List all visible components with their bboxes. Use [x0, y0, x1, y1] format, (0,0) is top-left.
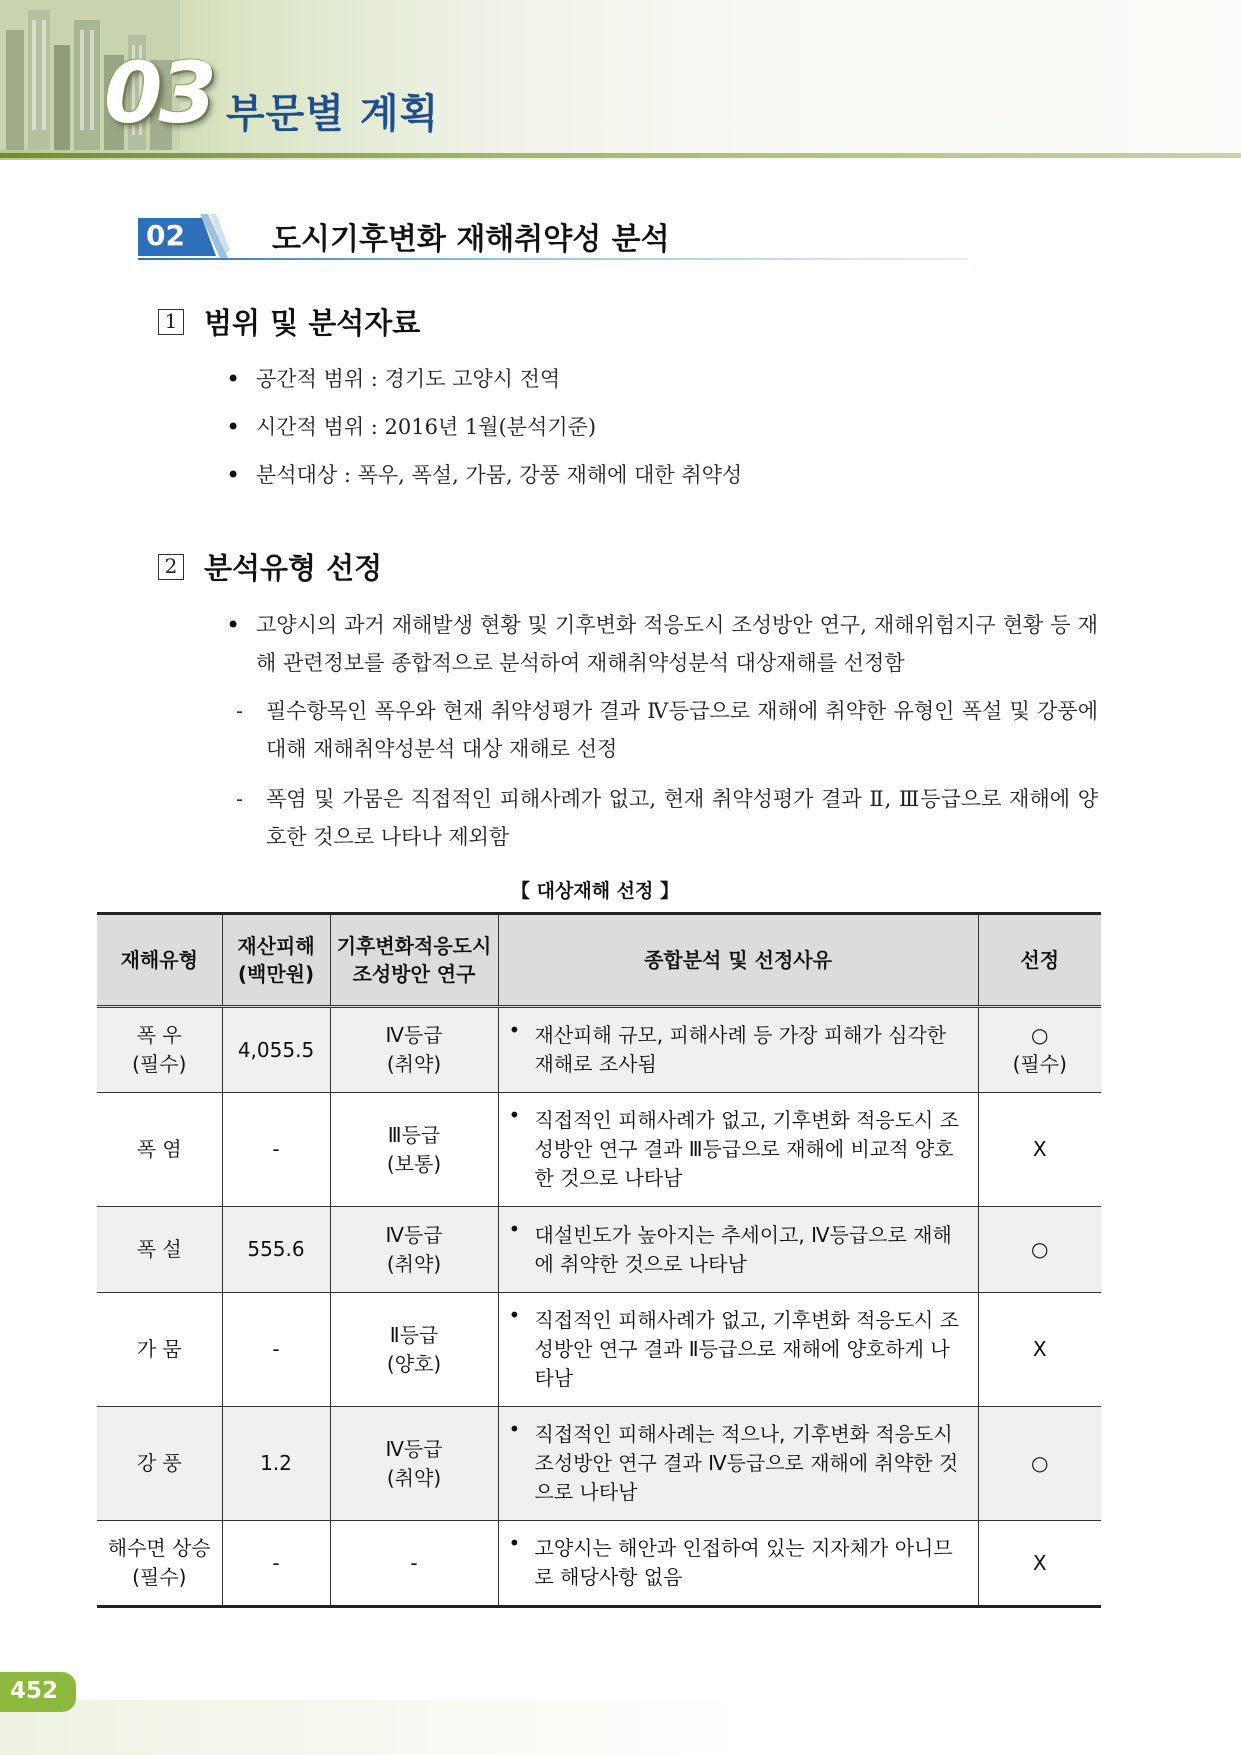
cell-grade: Ⅱ등급 (양호)	[330, 1293, 498, 1407]
bullet-item: • 공간적 범위 : 경기도 고양시 전역	[226, 360, 1096, 398]
cell-select: X	[978, 1293, 1101, 1407]
bullet-item: • 고양시의 과거 재해발생 현황 및 기후변화 적응도시 조성방안 연구, 재해위험지구 현황 등 재해 관련정보를 종합적으로 분석하여 재해취약성분석 대상재해를 선정함	[226, 606, 1098, 682]
cell-grade: Ⅳ등급 (취약)	[330, 1207, 498, 1293]
table-header-row	[97, 914, 1101, 1007]
cell-damage: -	[222, 1521, 330, 1607]
footer-background	[0, 1700, 1241, 1755]
cell-reason: • 직접적인 피해사례는 적으나, 기후변화 적응도시 조성방안 연구 결과 Ⅳ등급으로 재해에 취약한 것으로 나타남	[498, 1407, 978, 1521]
header-study: 기후변화적응도시 조성방안 연구	[330, 914, 498, 1007]
subsection-number-box: 1	[158, 309, 184, 335]
section-number: 02	[146, 219, 185, 252]
header-damage: 재산피해 (백만원)	[222, 914, 330, 1007]
cell-reason: • 직접적인 피해사례가 없고, 기후변화 적응도시 조성방안 연구 결과 Ⅱ등급으로 재해에 양호하게 나타남	[498, 1293, 978, 1407]
cell-reason: • 재산피해 규모, 피해사례 등 가장 피해가 심각한 재해로 조사됨	[498, 1007, 978, 1093]
dash-item: - 필수항목인 폭우와 현재 취약성평가 결과 Ⅳ등급으로 재해에 취약한 유형인 폭설 및 강풍에 대해 재해취약성분석 대상 재해로 선정	[236, 692, 1098, 768]
header-type: 재해유형	[97, 914, 222, 1007]
table-row	[97, 1293, 1101, 1407]
table-row	[97, 1407, 1101, 1521]
cell-reason: • 고양시는 해안과 인접하여 있는 지자체가 아니므로 해당사항 없음	[498, 1521, 978, 1607]
chapter-banner	[0, 0, 1241, 160]
subsection-title: 범위 및 분석자료	[204, 306, 421, 340]
table-row	[97, 1207, 1101, 1293]
cell-type: 가 뭄	[97, 1293, 222, 1407]
page-number: 452	[10, 1678, 59, 1704]
section-underline	[138, 258, 968, 260]
section-title: 도시기후변화 재해취약성 분석	[272, 222, 670, 257]
chapter-number: 03	[104, 44, 213, 142]
cell-reason: • 대설빈도가 높아지는 추세이고, Ⅳ등급으로 재해에 취약한 것으로 나타남	[498, 1207, 978, 1293]
table-row	[97, 1007, 1101, 1093]
subsection-heading-1	[158, 301, 420, 342]
cell-select: ○	[978, 1407, 1101, 1521]
cell-grade: Ⅲ등급 (보통)	[330, 1093, 498, 1207]
cell-type: 폭 우 (필수)	[97, 1007, 222, 1093]
cell-select: ○ (필수)	[978, 1007, 1101, 1093]
cell-damage: 555.6	[222, 1207, 330, 1293]
dash-item: - 폭염 및 가뭄은 직접적인 피해사례가 없고, 현재 취약성평가 결과 Ⅱ, Ⅲ등급으로 재해에 양호한 것으로 나타나 제외함	[236, 780, 1098, 856]
scope-bullet-list	[226, 360, 1096, 504]
cell-damage: 4,055.5	[222, 1007, 330, 1093]
table-caption: 【 대상재해 선정 】	[511, 880, 679, 902]
cell-type: 해수면 상승 (필수)	[97, 1521, 222, 1607]
table-row	[97, 1521, 1101, 1607]
cell-select: ○	[978, 1207, 1101, 1293]
cell-type: 강 풍	[97, 1407, 222, 1521]
header-reason: 종합분석 및 선정사유	[498, 914, 978, 1007]
header-select: 선정	[978, 914, 1101, 1007]
cell-grade: Ⅳ등급 (취약)	[330, 1007, 498, 1093]
cell-damage: -	[222, 1293, 330, 1407]
cell-select: X	[978, 1521, 1101, 1607]
chapter-title: 부문별 계획	[226, 91, 440, 137]
target-disaster-table	[97, 912, 1101, 1608]
selection-bullet-list	[226, 606, 1098, 868]
banner-divider	[0, 153, 1241, 158]
bullet-item: • 시간적 범위 : 2016년 1월(분석기준)	[226, 408, 1096, 446]
bullet-item: • 분석대상 : 폭우, 폭설, 가뭄, 강풍 재해에 대한 취약성	[226, 456, 1096, 494]
cell-damage: -	[222, 1093, 330, 1207]
subsection-title: 분석유형 선정	[204, 551, 383, 585]
cell-select: X	[978, 1093, 1101, 1207]
cell-grade: Ⅳ등급 (취약)	[330, 1407, 498, 1521]
subsection-heading-2	[158, 546, 382, 587]
cell-grade: -	[330, 1521, 498, 1607]
subsection-number-box: 2	[158, 554, 184, 580]
cell-damage: 1.2	[222, 1407, 330, 1521]
cell-reason: • 직접적인 피해사례가 없고, 기후변화 적응도시 조성방안 연구 결과 Ⅲ등급으로 재해에 비교적 양호한 것으로 나타남	[498, 1093, 978, 1207]
cell-type: 폭 설	[97, 1207, 222, 1293]
cell-type: 폭 염	[97, 1093, 222, 1207]
table-row	[97, 1093, 1101, 1207]
